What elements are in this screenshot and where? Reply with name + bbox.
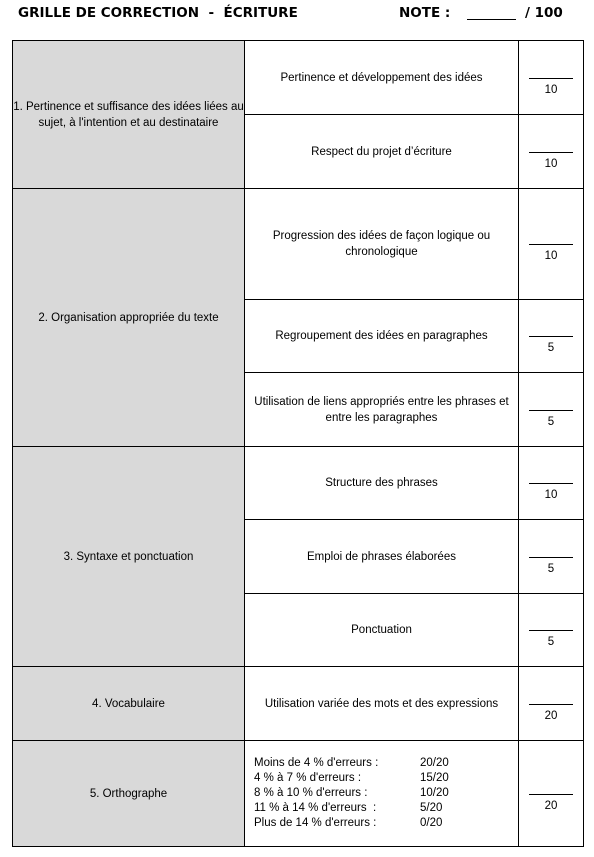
score-cell[interactable] [519, 41, 584, 115]
max-points: 10 [544, 489, 558, 501]
score-blank[interactable] [529, 152, 573, 153]
list-item [254, 801, 518, 816]
scale-range: Moins de 4 % d'erreurs : [254, 757, 379, 769]
criterion-cell: 5. Orthographe [13, 741, 245, 847]
total-points: / 100 [525, 5, 563, 21]
page-title: GRILLE DE CORRECTION - ÉCRITURE [18, 5, 298, 21]
score-blank[interactable] [529, 244, 573, 245]
scale-points: 20/20 [420, 757, 449, 769]
score-cell[interactable] [519, 115, 584, 189]
score-blank[interactable] [529, 557, 573, 558]
score-blank[interactable] [529, 630, 573, 631]
subcriterion-cell: Structure des phrases [245, 447, 519, 520]
subcriterion-cell: Ponctuation [245, 594, 519, 667]
subcriterion-cell: Progression des idées de façon logique ou chronologique [245, 189, 519, 300]
criterion-cell: 2. Organisation appropriée du texte [13, 189, 245, 447]
score-blank[interactable] [529, 794, 573, 795]
subcriterion-cell: Utilisation de liens appropriés entre les phrases et entre les paragraphes [245, 373, 519, 447]
table-row [13, 189, 584, 300]
note-label: NOTE : [399, 5, 451, 21]
list-item [254, 816, 518, 831]
max-points: 10 [544, 157, 558, 170]
subcriterion-cell: Utilisation variée des mots et des expressions [245, 667, 519, 741]
score-cell[interactable] [519, 300, 584, 373]
list-item [254, 786, 518, 801]
score-blank[interactable] [529, 483, 573, 484]
orthography-scale-cell [245, 741, 519, 847]
score-cell[interactable] [519, 447, 584, 520]
scale-points: 15/20 [420, 772, 449, 784]
table-row [13, 667, 584, 741]
criterion-cell: 3. Syntaxe et ponctuation [13, 447, 245, 667]
subcriterion-cell: Pertinence et développement des idées [245, 41, 519, 115]
table-row [13, 447, 584, 520]
score-blank[interactable] [529, 336, 573, 337]
subcriterion-cell: Regroupement des idées en paragraphes [245, 300, 519, 373]
grading-rubric-table [12, 40, 584, 847]
scale-points: 10/20 [420, 787, 449, 799]
scale-range: 11 % à 14 % d'erreurs : [254, 802, 377, 814]
score-cell[interactable] [519, 189, 584, 300]
max-points: 5 [547, 562, 555, 575]
criterion-cell: 4. Vocabulaire [13, 667, 245, 741]
max-points: 5 [547, 342, 555, 354]
table-row [13, 741, 584, 847]
subcriterion-cell: Respect du projet d’écriture [245, 115, 519, 189]
score-cell[interactable] [519, 594, 584, 667]
page-header [0, 5, 594, 27]
max-points: 20 [544, 799, 558, 812]
max-points: 20 [544, 709, 558, 722]
score-cell[interactable] [519, 373, 584, 447]
scale-points: 5/20 [420, 802, 443, 814]
score-cell[interactable] [519, 667, 584, 741]
error-scale [254, 756, 518, 831]
score-blank[interactable] [529, 78, 573, 79]
max-points: 10 [544, 250, 558, 262]
list-item [254, 771, 518, 786]
scale-range: 4 % à 7 % d'erreurs : [254, 772, 362, 784]
scale-range: 8 % à 10 % d'erreurs : [254, 787, 368, 799]
list-item [254, 756, 518, 771]
scale-range: Plus de 14 % d'erreurs : [254, 817, 377, 829]
subcriterion-cell: Emploi de phrases élaborées [245, 520, 519, 594]
criterion-cell: 1. Pertinence et suffisance des idées liées au sujet, à l'intention et au destinataire [13, 41, 245, 189]
score-cell[interactable] [519, 741, 584, 847]
scale-points: 0/20 [420, 817, 443, 829]
score-blank[interactable] [529, 704, 573, 705]
max-points: 5 [547, 636, 555, 648]
max-points: 5 [547, 415, 555, 428]
score-cell[interactable] [519, 520, 584, 594]
table-row [13, 41, 584, 115]
max-points: 10 [544, 83, 558, 96]
score-blank[interactable] [529, 410, 573, 411]
total-score-blank[interactable] [467, 19, 516, 20]
